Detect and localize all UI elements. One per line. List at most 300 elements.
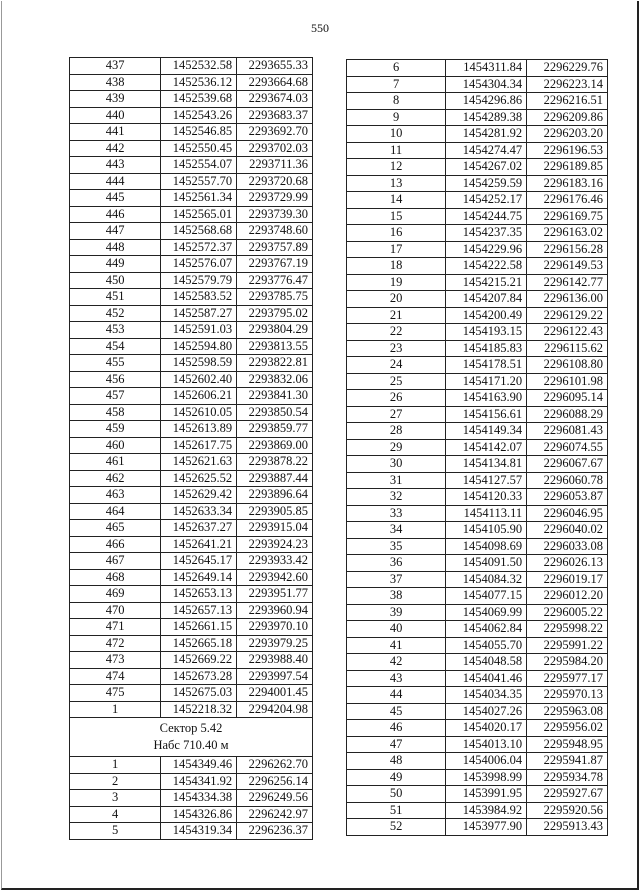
point-number-cell: 32 (347, 489, 446, 506)
x-coordinate-cell: 1454163.90 (446, 390, 527, 407)
point-number-cell: 45 (347, 703, 446, 720)
y-coordinate-cell: 2293813.55 (237, 338, 313, 355)
y-coordinate-cell: 2296149.53 (527, 258, 608, 275)
point-number-cell: 454 (70, 338, 161, 355)
table-row (70, 355, 313, 372)
point-number-cell: 36 (347, 555, 446, 572)
table-row (347, 703, 608, 720)
x-coordinate-cell: 1454105.90 (446, 522, 527, 539)
point-number-cell: 462 (70, 470, 161, 487)
point-number-cell: 28 (347, 423, 446, 440)
y-coordinate-cell: 2293896.64 (237, 487, 313, 504)
point-number-cell: 471 (70, 619, 161, 636)
table-row (347, 60, 608, 77)
table-row (70, 586, 313, 603)
point-number-cell: 20 (347, 291, 446, 308)
y-coordinate-cell: 2296176.46 (527, 192, 608, 209)
x-coordinate-cell: 1454289.38 (446, 109, 527, 126)
y-coordinate-cell: 2296060.78 (527, 472, 608, 489)
y-coordinate-cell: 2296189.85 (527, 159, 608, 176)
point-number-cell: 12 (347, 159, 446, 176)
table-row (70, 107, 313, 124)
x-coordinate-cell: 1452625.52 (161, 470, 237, 487)
point-number-cell: 14 (347, 192, 446, 209)
x-coordinate-cell: 1454027.26 (446, 703, 527, 720)
table-row (347, 522, 608, 539)
point-number-cell: 35 (347, 538, 446, 555)
point-number-cell: 461 (70, 454, 161, 471)
y-coordinate-cell: 2293785.75 (237, 289, 313, 306)
table-row (70, 421, 313, 438)
y-coordinate-cell: 2293841.30 (237, 388, 313, 405)
table-row (347, 621, 608, 638)
x-coordinate-cell: 1454127.57 (446, 472, 527, 489)
table-row (347, 159, 608, 176)
table-row (70, 305, 313, 322)
table-row (70, 74, 313, 91)
coordinates-table-right (346, 59, 608, 836)
section-subtitle: Набс 710.40 м (153, 738, 229, 752)
y-coordinate-cell: 2293979.25 (237, 635, 313, 652)
x-coordinate-cell: 1454041.46 (446, 670, 527, 687)
y-coordinate-cell: 2296136.00 (527, 291, 608, 308)
x-coordinate-cell: 1454207.84 (446, 291, 527, 308)
point-number-cell: 52 (347, 819, 446, 836)
point-number-cell: 457 (70, 388, 161, 405)
point-number-cell: 441 (70, 124, 161, 141)
y-coordinate-cell: 2296074.55 (527, 439, 608, 456)
table-row (347, 340, 608, 357)
point-number-cell: 46 (347, 720, 446, 737)
y-coordinate-cell: 2296236.37 (237, 823, 313, 840)
y-coordinate-cell: 2296046.95 (527, 505, 608, 522)
x-coordinate-cell: 1452621.63 (161, 454, 237, 471)
x-coordinate-cell: 1454200.49 (446, 307, 527, 324)
y-coordinate-cell: 2293711.36 (237, 157, 313, 174)
table-row (347, 489, 608, 506)
x-coordinate-cell: 1452661.15 (161, 619, 237, 636)
y-coordinate-cell: 2296012.20 (527, 588, 608, 605)
x-coordinate-cell: 1454319.34 (161, 823, 237, 840)
y-coordinate-cell: 2295977.17 (527, 670, 608, 687)
table-row (70, 520, 313, 537)
x-coordinate-cell: 1452576.07 (161, 256, 237, 273)
page-number: 550 (311, 21, 329, 35)
table-row (347, 538, 608, 555)
point-number-cell: 10 (347, 126, 446, 143)
x-coordinate-cell: 1454334.38 (161, 790, 237, 807)
table-row (70, 602, 313, 619)
table-row (70, 569, 313, 586)
point-number-cell: 27 (347, 406, 446, 423)
y-coordinate-cell: 2293822.81 (237, 355, 313, 372)
x-coordinate-cell: 1452532.58 (161, 58, 237, 75)
y-coordinate-cell: 2295913.43 (527, 819, 608, 836)
table-row (347, 175, 608, 192)
x-coordinate-cell: 1454326.86 (161, 806, 237, 823)
table-row (70, 652, 313, 669)
x-coordinate-cell: 1452587.27 (161, 305, 237, 322)
y-coordinate-cell: 2296108.80 (527, 357, 608, 374)
table-row (70, 619, 313, 636)
table-row (347, 720, 608, 737)
point-number-cell: 447 (70, 223, 161, 240)
table-row (347, 109, 608, 126)
y-coordinate-cell: 2295934.78 (527, 769, 608, 786)
point-number-cell: 473 (70, 652, 161, 669)
point-number-cell: 452 (70, 305, 161, 322)
x-coordinate-cell: 1452539.68 (161, 91, 237, 108)
table-row (347, 324, 608, 341)
y-coordinate-cell: 2293859.77 (237, 421, 313, 438)
table-row (70, 140, 313, 157)
y-coordinate-cell: 2293924.23 (237, 536, 313, 553)
point-number-cell: 50 (347, 786, 446, 803)
point-number-cell: 450 (70, 272, 161, 289)
x-coordinate-cell: 1454120.33 (446, 489, 527, 506)
table-row (70, 470, 313, 487)
point-number-cell: 49 (347, 769, 446, 786)
point-number-cell: 38 (347, 588, 446, 605)
point-number-cell: 21 (347, 307, 446, 324)
point-number-cell: 440 (70, 107, 161, 124)
table-row (70, 173, 313, 190)
y-coordinate-cell: 2296019.17 (527, 571, 608, 588)
x-coordinate-cell: 1454084.32 (446, 571, 527, 588)
y-coordinate-cell: 2296183.16 (527, 175, 608, 192)
y-coordinate-cell: 2295941.87 (527, 753, 608, 770)
right-table-body (347, 60, 608, 836)
point-number-cell: 37 (347, 571, 446, 588)
x-coordinate-cell: 1452669.22 (161, 652, 237, 669)
table-row (70, 757, 313, 774)
point-number-cell: 51 (347, 802, 446, 819)
section-title: Сектор 5.42 (159, 721, 223, 735)
x-coordinate-cell: 1452617.75 (161, 437, 237, 454)
table-row (347, 472, 608, 489)
table-row (347, 142, 608, 159)
point-number-cell: 459 (70, 421, 161, 438)
table-row (347, 307, 608, 324)
y-coordinate-cell: 2295948.95 (527, 736, 608, 753)
point-number-cell: 43 (347, 670, 446, 687)
point-number-cell: 26 (347, 390, 446, 407)
x-coordinate-cell: 1452653.13 (161, 586, 237, 603)
table-row (347, 555, 608, 572)
table-row (70, 322, 313, 339)
y-coordinate-cell: 2296033.08 (527, 538, 608, 555)
table-row (70, 503, 313, 520)
point-number-cell: 460 (70, 437, 161, 454)
x-coordinate-cell: 1454215.21 (446, 274, 527, 291)
y-coordinate-cell: 2296095.14 (527, 390, 608, 407)
y-coordinate-cell: 2293739.30 (237, 206, 313, 223)
y-coordinate-cell: 2293850.54 (237, 404, 313, 421)
x-coordinate-cell: 1454237.35 (446, 225, 527, 242)
point-number-cell: 33 (347, 505, 446, 522)
x-coordinate-cell: 1454341.92 (161, 773, 237, 790)
y-coordinate-cell: 2296256.14 (237, 773, 313, 790)
x-coordinate-cell: 1454178.51 (446, 357, 527, 374)
y-coordinate-cell: 2293767.19 (237, 256, 313, 273)
x-coordinate-cell: 1454077.15 (446, 588, 527, 605)
point-number-cell: 446 (70, 206, 161, 223)
y-coordinate-cell: 2296088.29 (527, 406, 608, 423)
y-coordinate-cell: 2296026.13 (527, 555, 608, 572)
section-header (70, 718, 313, 757)
y-coordinate-cell: 2295920.56 (527, 802, 608, 819)
point-number-cell: 451 (70, 289, 161, 306)
table-row (70, 190, 313, 207)
point-number-cell: 25 (347, 373, 446, 390)
y-coordinate-cell: 2293905.85 (237, 503, 313, 520)
y-coordinate-cell: 2293988.40 (237, 652, 313, 669)
table-row (70, 58, 313, 75)
x-coordinate-cell: 1453984.92 (446, 802, 527, 819)
x-coordinate-cell: 1454349.46 (161, 757, 237, 774)
x-coordinate-cell: 1453977.90 (446, 819, 527, 836)
x-coordinate-cell: 1452561.34 (161, 190, 237, 207)
x-coordinate-cell: 1452572.37 (161, 239, 237, 256)
x-coordinate-cell: 1454113.11 (446, 505, 527, 522)
x-coordinate-cell: 1454274.47 (446, 142, 527, 159)
point-number-cell: 438 (70, 74, 161, 91)
table-row (70, 157, 313, 174)
y-coordinate-cell: 2293683.37 (237, 107, 313, 124)
point-number-cell: 2 (70, 773, 161, 790)
table-row (70, 223, 313, 240)
y-coordinate-cell: 2293942.60 (237, 569, 313, 586)
x-coordinate-cell: 1452602.40 (161, 371, 237, 388)
table-row (70, 823, 313, 840)
y-coordinate-cell: 2296142.77 (527, 274, 608, 291)
y-coordinate-cell: 2295991.22 (527, 637, 608, 654)
y-coordinate-cell: 2293655.33 (237, 58, 313, 75)
point-number-cell: 445 (70, 190, 161, 207)
x-coordinate-cell: 1454296.86 (446, 93, 527, 110)
y-coordinate-cell: 2296115.62 (527, 340, 608, 357)
y-coordinate-cell: 2296040.02 (527, 522, 608, 539)
point-number-cell: 465 (70, 520, 161, 537)
table-row (347, 687, 608, 704)
point-number-cell: 449 (70, 256, 161, 273)
table-row (347, 637, 608, 654)
y-coordinate-cell: 2296229.76 (527, 60, 608, 77)
y-coordinate-cell: 2296081.43 (527, 423, 608, 440)
y-coordinate-cell: 2293674.03 (237, 91, 313, 108)
table-row (70, 239, 313, 256)
x-coordinate-cell: 1454304.34 (446, 76, 527, 93)
y-coordinate-cell: 2294001.45 (237, 685, 313, 702)
x-coordinate-cell: 1454020.17 (446, 720, 527, 737)
table-row (70, 487, 313, 504)
table-row (347, 753, 608, 770)
table-row (347, 390, 608, 407)
x-coordinate-cell: 1454193.15 (446, 324, 527, 341)
y-coordinate-cell: 2293664.68 (237, 74, 313, 91)
table-row (347, 505, 608, 522)
x-coordinate-cell: 1454013.10 (446, 736, 527, 753)
point-number-cell: 456 (70, 371, 161, 388)
x-coordinate-cell: 1452598.59 (161, 355, 237, 372)
x-coordinate-cell: 1452657.13 (161, 602, 237, 619)
table-row (347, 93, 608, 110)
x-coordinate-cell: 1454252.17 (446, 192, 527, 209)
y-coordinate-cell: 2293970.10 (237, 619, 313, 636)
point-number-cell: 22 (347, 324, 446, 341)
y-coordinate-cell: 2293720.68 (237, 173, 313, 190)
point-number-cell: 23 (347, 340, 446, 357)
x-coordinate-cell: 1454267.02 (446, 159, 527, 176)
table-row (347, 76, 608, 93)
point-number-cell: 5 (70, 823, 161, 840)
y-coordinate-cell: 2296209.86 (527, 109, 608, 126)
table-row (347, 654, 608, 671)
point-number-cell: 17 (347, 241, 446, 258)
table-row (70, 91, 313, 108)
y-coordinate-cell: 2295998.22 (527, 621, 608, 638)
table-row (347, 192, 608, 209)
table-row (347, 786, 608, 803)
y-coordinate-cell: 2296242.97 (237, 806, 313, 823)
y-coordinate-cell: 2294204.98 (237, 701, 313, 718)
table-row (347, 769, 608, 786)
y-coordinate-cell: 2293915.04 (237, 520, 313, 537)
point-number-cell: 466 (70, 536, 161, 553)
table-row (70, 668, 313, 685)
point-number-cell: 7 (347, 76, 446, 93)
y-coordinate-cell: 2295970.13 (527, 687, 608, 704)
y-coordinate-cell: 2293951.77 (237, 586, 313, 603)
point-number-cell: 24 (347, 357, 446, 374)
point-number-cell: 16 (347, 225, 446, 242)
point-number-cell: 1 (70, 757, 161, 774)
x-coordinate-cell: 1454069.99 (446, 604, 527, 621)
y-coordinate-cell: 2293692.70 (237, 124, 313, 141)
x-coordinate-cell: 1452536.12 (161, 74, 237, 91)
x-coordinate-cell: 1452610.05 (161, 404, 237, 421)
point-number-cell: 464 (70, 503, 161, 520)
coordinates-table-left (69, 57, 313, 840)
y-coordinate-cell: 2293832.06 (237, 371, 313, 388)
y-coordinate-cell: 2295956.02 (527, 720, 608, 737)
point-number-cell: 34 (347, 522, 446, 539)
point-number-cell: 47 (347, 736, 446, 753)
table-row (347, 406, 608, 423)
x-coordinate-cell: 1452673.28 (161, 668, 237, 685)
x-coordinate-cell: 1452579.79 (161, 272, 237, 289)
x-coordinate-cell: 1452641.21 (161, 536, 237, 553)
table-row (70, 553, 313, 570)
y-coordinate-cell: 2293887.44 (237, 470, 313, 487)
y-coordinate-cell: 2293997.54 (237, 668, 313, 685)
point-number-cell: 42 (347, 654, 446, 671)
table-row (347, 423, 608, 440)
x-coordinate-cell: 1452629.42 (161, 487, 237, 504)
x-coordinate-cell: 1452675.03 (161, 685, 237, 702)
y-coordinate-cell: 2293804.29 (237, 322, 313, 339)
y-coordinate-cell: 2296005.22 (527, 604, 608, 621)
point-number-cell: 443 (70, 157, 161, 174)
y-coordinate-cell: 2293748.60 (237, 223, 313, 240)
table-row (347, 373, 608, 390)
point-number-cell: 444 (70, 173, 161, 190)
y-coordinate-cell: 2293933.42 (237, 553, 313, 570)
point-number-cell: 437 (70, 58, 161, 75)
x-coordinate-cell: 1454244.75 (446, 208, 527, 225)
point-number-cell: 4 (70, 806, 161, 823)
point-number-cell: 470 (70, 602, 161, 619)
left-table-body-upper (70, 58, 313, 718)
table-row (347, 208, 608, 225)
table-row (347, 670, 608, 687)
table-row (70, 256, 313, 273)
y-coordinate-cell: 2296122.43 (527, 324, 608, 341)
y-coordinate-cell: 2293960.94 (237, 602, 313, 619)
point-number-cell: 453 (70, 322, 161, 339)
point-number-cell: 13 (347, 175, 446, 192)
point-number-cell: 455 (70, 355, 161, 372)
y-coordinate-cell: 2296169.75 (527, 208, 608, 225)
point-number-cell: 442 (70, 140, 161, 157)
point-number-cell: 9 (347, 109, 446, 126)
table-row (70, 272, 313, 289)
y-coordinate-cell: 2296156.28 (527, 241, 608, 258)
y-coordinate-cell: 2296223.14 (527, 76, 608, 93)
point-number-cell: 469 (70, 586, 161, 603)
table-row (70, 404, 313, 421)
point-number-cell: 474 (70, 668, 161, 685)
x-coordinate-cell: 1452633.34 (161, 503, 237, 520)
x-coordinate-cell: 1452613.89 (161, 421, 237, 438)
x-coordinate-cell: 1452649.14 (161, 569, 237, 586)
table-row (70, 790, 313, 807)
x-coordinate-cell: 1454185.83 (446, 340, 527, 357)
point-number-cell: 31 (347, 472, 446, 489)
point-number-cell: 18 (347, 258, 446, 275)
x-coordinate-cell: 1452583.52 (161, 289, 237, 306)
table-row (347, 241, 608, 258)
x-coordinate-cell: 1454222.58 (446, 258, 527, 275)
point-number-cell: 19 (347, 274, 446, 291)
table-row (347, 819, 608, 836)
point-number-cell: 1 (70, 701, 161, 718)
y-coordinate-cell: 2296249.56 (237, 790, 313, 807)
table-row (70, 388, 313, 405)
table-row (347, 736, 608, 753)
y-coordinate-cell: 2293878.22 (237, 454, 313, 471)
x-coordinate-cell: 1452550.45 (161, 140, 237, 157)
point-number-cell: 48 (347, 753, 446, 770)
point-number-cell: 448 (70, 239, 161, 256)
point-number-cell: 30 (347, 456, 446, 473)
x-coordinate-cell: 1454006.04 (446, 753, 527, 770)
table-row (347, 274, 608, 291)
table-row (70, 806, 313, 823)
x-coordinate-cell: 1454034.35 (446, 687, 527, 704)
table-row (70, 536, 313, 553)
y-coordinate-cell: 2295927.67 (527, 786, 608, 803)
point-number-cell: 40 (347, 621, 446, 638)
section-header-row (70, 718, 313, 757)
x-coordinate-cell: 1454156.61 (446, 406, 527, 423)
table-row (347, 225, 608, 242)
table-row (347, 126, 608, 143)
table-row (347, 604, 608, 621)
table-row (347, 588, 608, 605)
point-number-cell: 6 (347, 60, 446, 77)
y-coordinate-cell: 2293729.99 (237, 190, 313, 207)
